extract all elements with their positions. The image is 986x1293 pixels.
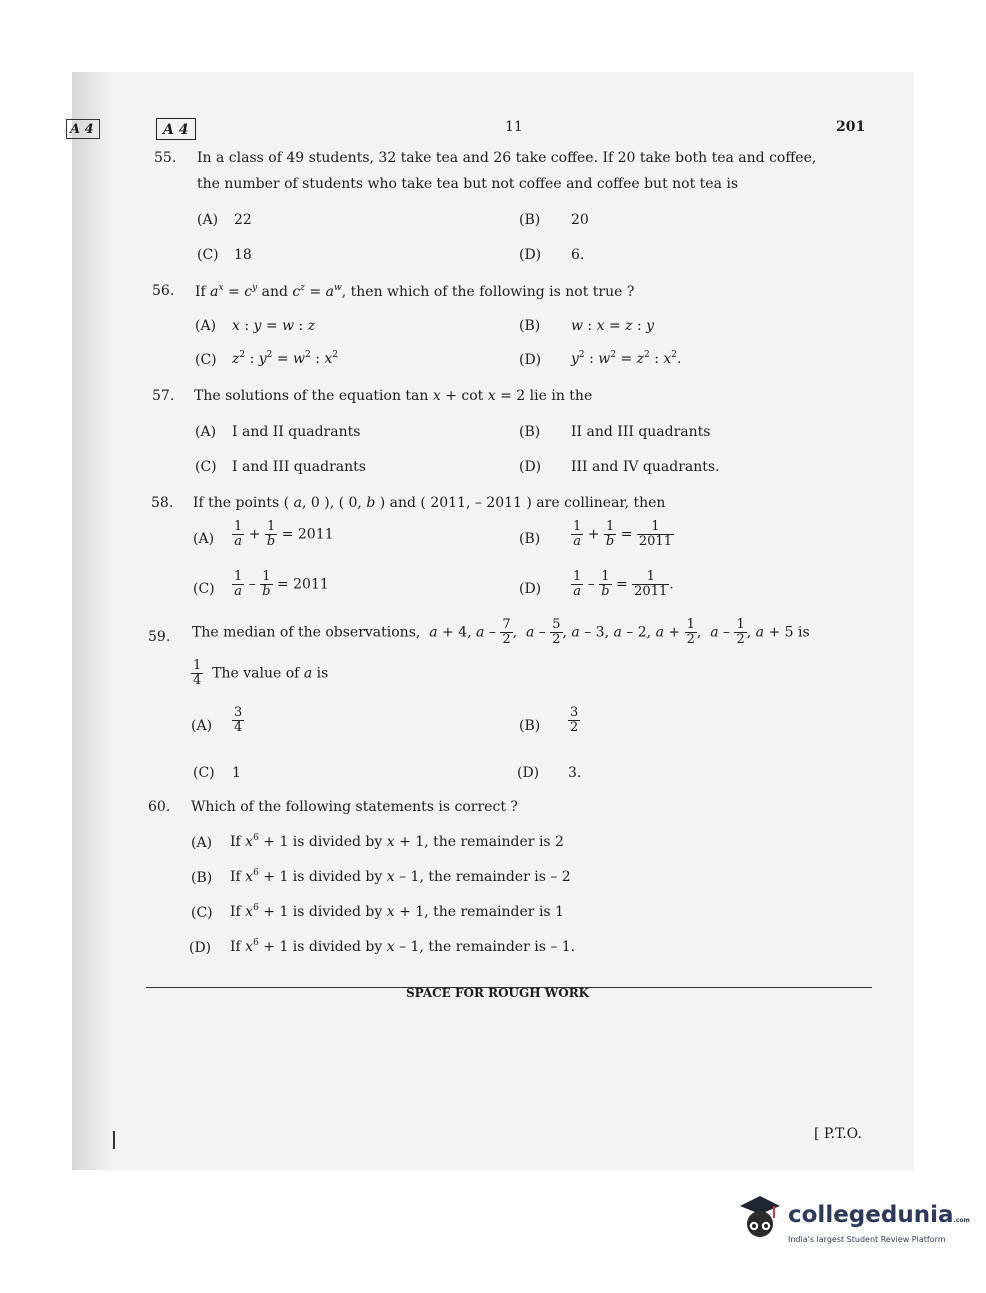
option-label: (A) <box>195 318 217 334</box>
option-label: (A) <box>191 718 213 734</box>
option-label: (B) <box>519 212 541 228</box>
brand-tagline: India's largest Student Review Platform <box>788 1235 946 1244</box>
series-number: 201 <box>836 119 866 135</box>
question-number: 55. <box>154 150 177 166</box>
option-text: 1 <box>232 765 241 781</box>
question-number: 57. <box>152 388 175 404</box>
edge-booklet-code: A 4 <box>66 119 100 139</box>
question-number: 59. <box>148 629 171 645</box>
question-text: In a class of 49 students, 32 take tea and 26 take coffee. If 20 take both tea and coffee, <box>197 150 817 166</box>
option-label: (A) <box>195 424 217 440</box>
option-label: (B) <box>191 870 213 886</box>
option-text: II and III quadrants <box>571 424 711 440</box>
option-label: (A) <box>191 835 213 851</box>
question-text: The solutions of the equation tan x + cot x = 2 lie in the <box>194 388 593 404</box>
option-text: If $x^6 + 1$ is divided by x + 1, the remainder is 1 <box>230 903 564 920</box>
option-text: $\frac{1}{a}$ – $\frac{1}{b}$ = $\frac{1}{2011}$ . <box>573 569 674 599</box>
option-text: 6. <box>571 247 585 263</box>
brand-name: collegedunia.com <box>788 1202 970 1228</box>
option-text: If $x^6 + 1$ is divided by x + 1, the remainder is 2 <box>230 833 564 850</box>
option-label: (A) <box>197 212 219 228</box>
option-label: (C) <box>191 905 213 921</box>
option-text: $\frac{1}{a}$ – $\frac{1}{b}$ = 2011 <box>234 569 329 599</box>
question-number: 58. <box>151 495 174 511</box>
collegedunia-watermark <box>736 1192 970 1252</box>
option-label: (C) <box>193 765 215 781</box>
question-text: If $a^x = c^y$ and $c^z = a^w$, then which of the following is not true ? <box>195 283 635 300</box>
option-text: 20 <box>571 212 589 228</box>
option-text: 18 <box>234 247 252 263</box>
option-text: If $x^6 + 1$ is divided by x – 1, the remainder is – 1. <box>230 938 576 955</box>
option-text: w : x = z : y <box>571 318 655 334</box>
option-label: (C) <box>197 247 219 263</box>
option-label: (B) <box>519 424 541 440</box>
question-text: the number of students who take tea but not coffee and coffee but not tea is <box>197 176 739 192</box>
option-label: (B) <box>519 318 541 334</box>
option-text: I and II quadrants <box>232 424 361 440</box>
question-number: 56. <box>152 283 175 299</box>
option-label: (A) <box>193 531 215 547</box>
page-fold-shadow <box>72 72 112 1170</box>
question-text: Which of the following statements is correct ? <box>191 799 518 815</box>
option-text: $y^2$ : $w^2 = z^2$ : $x^2$. <box>571 350 682 367</box>
option-text: $\frac{3}{4}$ <box>234 705 243 735</box>
option-text: $\frac{1}{a}$ + $\frac{1}{b}$ = $\frac{1}{2011}$ <box>573 519 672 549</box>
option-text: If $x^6 + 1$ is divided by x – 1, the remainder is – 2 <box>230 868 571 885</box>
option-label: (D) <box>189 940 212 956</box>
rough-work-label: SPACE FOR ROUGH WORK <box>406 986 590 1000</box>
option-text: I and III quadrants <box>232 459 366 475</box>
option-text: $\frac{3}{2}$ <box>570 705 579 735</box>
option-text: 22 <box>234 212 252 228</box>
option-text: 3. <box>568 765 582 781</box>
option-text: $z^2$ : $y^2 = w^2$ : $x^2$ <box>232 350 339 367</box>
pto-label: [ P.T.O. <box>814 1126 862 1142</box>
option-label: (D) <box>519 247 542 263</box>
option-label: (B) <box>519 531 541 547</box>
option-text: $\frac{1}{a}$ + $\frac{1}{b}$ = 2011 <box>234 519 334 549</box>
option-label: (D) <box>519 459 542 475</box>
option-label: (C) <box>195 352 217 368</box>
option-label: (D) <box>519 581 542 597</box>
option-text: x : y = w : z <box>232 318 316 334</box>
option-label: (D) <box>519 352 542 368</box>
option-text: III and IV quadrants. <box>571 459 720 475</box>
question-number: 60. <box>148 799 171 815</box>
question-text: $\frac{1}{4}$ The value of a is <box>193 658 329 688</box>
page-number: 11 <box>505 119 523 135</box>
booklet-code: A 4 <box>156 118 196 140</box>
option-label: (C) <box>195 459 217 475</box>
question-text: The median of the observations, a + 4, a – $\frac{7}{2}$ , a – $\frac{5}{2}$ , a – 3, a – 2, a + $\frac{1}{2}$ , a – $\frac{1}{2}$ , a + 5 is <box>192 617 810 647</box>
graduate-mascot-icon <box>736 1192 784 1244</box>
option-label: (C) <box>193 581 215 597</box>
option-label: (D) <box>517 765 540 781</box>
option-label: (B) <box>519 718 541 734</box>
question-text: If the points ( a, 0 ), ( 0, b ) and ( 2011, – 2011 ) are collinear, then <box>193 495 666 511</box>
margin-mark <box>113 1131 115 1149</box>
